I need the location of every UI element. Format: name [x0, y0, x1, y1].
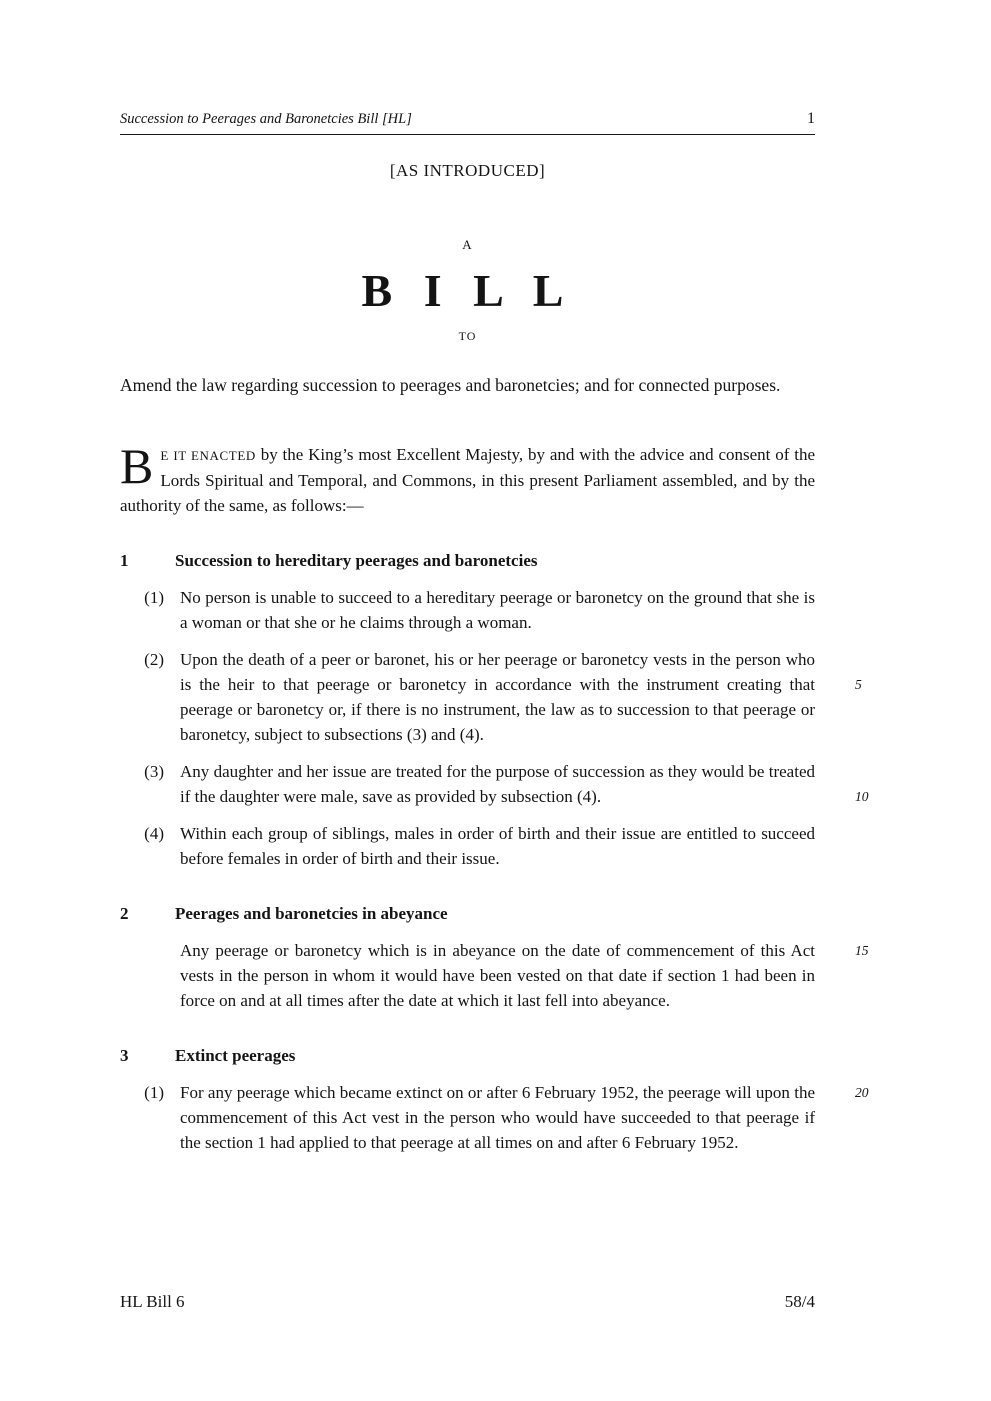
section-number: 2	[120, 904, 129, 924]
bill-title: B I L L	[361, 265, 574, 316]
subsection-number: (1)	[144, 1083, 164, 1103]
section-2-body	[120, 938, 869, 1013]
header-rule	[120, 134, 815, 135]
enacting-dropcap: B	[120, 438, 154, 495]
subsection-text: No person is unable to succeed to a hereditary peerage or baronetcy on the ground that she is a woman or that she or he claims through a woman.	[180, 588, 815, 633]
running-header-title: Succession to Peerages and Baronetcies Bill [HL]	[120, 111, 412, 127]
subsection-text	[180, 647, 862, 747]
subsection-body: Any daughter and her issue are treated for the purpose of succession as they would be treated if the daughter were male, save as provided by subsection (4).	[180, 762, 815, 807]
page-number: 1	[807, 110, 815, 127]
section-title: Succession to hereditary peerages and baronetcies	[175, 551, 538, 571]
subsection-number: (3)	[144, 762, 164, 782]
subsection-body: Upon the death of a peer or baronet, his or her peerage or baronetcy vests in the person who is the heir to that peerage or baronetcy in accordance with the instrument creating that peerage or baronetcy or, if there is no instrument, the law as to succession to that peerage or baronetcy, subject to subsections (3) and (4).	[180, 650, 815, 745]
subsection-body: Any peerage or baronetcy which is in abeyance on the date of commencement of this Act vests in the person in whom it would have been vested on that date if section 1 had been in force on and at all times after the date at which it last fell into abeyance.	[180, 941, 815, 1011]
long-title: Amend the law regarding succession to peerages and baronetcies; and for connected purposes.	[120, 375, 781, 396]
enacting-formula	[120, 438, 816, 518]
page-content	[120, 110, 869, 1155]
enacting-text: by the King’s most Excellent Majesty, by and with the advice and consent of the Lords Spiritual and Temporal, and Commons, in this present Parliament assembled, and by the authority of the same, as follows:—	[120, 445, 816, 516]
section-2	[120, 901, 869, 1013]
margin-line-number: 20	[855, 1085, 869, 1101]
subsection-number: (4)	[144, 824, 164, 844]
margin-line-number: 15	[855, 943, 869, 959]
section-number: 1	[120, 551, 129, 571]
subsection-text	[180, 938, 869, 1013]
subsection-text	[180, 1080, 869, 1155]
section-heading	[120, 901, 815, 926]
subsection-number: (2)	[144, 650, 164, 670]
subsection-3-1	[120, 1080, 869, 1155]
subsection-number: (1)	[144, 588, 164, 608]
subsection-1-3	[120, 759, 869, 809]
section-title: Extinct peerages	[175, 1046, 296, 1066]
page-footer	[120, 1292, 815, 1312]
section-title: Peerages and baronetcies in abeyance	[175, 904, 448, 924]
margin-line-number: 5	[855, 677, 862, 693]
footer-bill-number: HL Bill 6	[120, 1292, 185, 1311]
subsection-text	[180, 759, 869, 809]
subsection-1-1	[120, 585, 815, 635]
section-number: 3	[120, 1046, 129, 1066]
subsection-number	[120, 938, 180, 1013]
subsection-text: Within each group of siblings, males in order of birth and their issue are entitled to succeed before females in order of birth and their issue.	[180, 824, 815, 869]
section-heading	[120, 1043, 815, 1068]
bill-letter-a: A	[462, 237, 473, 252]
subsection-body: For any peerage which became extinct on or after 6 February 1952, the peerage will upon the commencement of this Act vest in the person who would have succeeded to that peerage if the section 1 had applied to that peerage at all times on and after 6 February 1952.	[180, 1083, 815, 1153]
subsection-1-2	[120, 647, 862, 747]
running-header	[120, 110, 815, 128]
subsection-1-4	[120, 821, 815, 871]
status-line: [AS INTRODUCED]	[389, 161, 546, 180]
margin-line-number: 10	[855, 789, 869, 805]
footer-session-number: 58/4	[784, 1292, 815, 1311]
section-1	[120, 548, 869, 871]
section-3	[120, 1043, 869, 1155]
enacting-smallcaps: E IT ENACTED	[160, 448, 256, 464]
section-heading	[120, 548, 815, 573]
bill-to: TO	[458, 329, 477, 344]
